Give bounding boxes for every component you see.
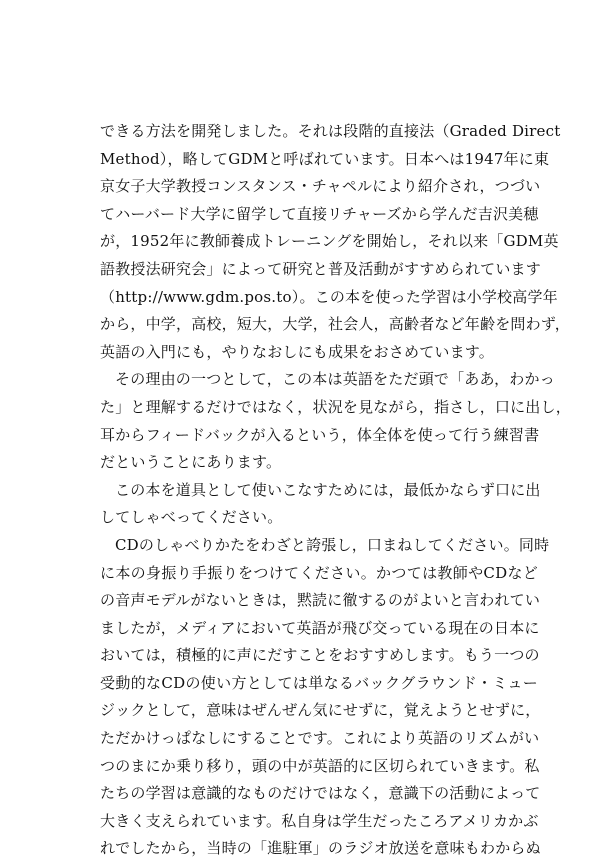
text-line: た」と理解するだけではなく，状況を見ながら，指さし，口に出し，	[100, 397, 571, 416]
text-line: 語教授法研究会」によって研究と普及活動がすすめられています	[100, 259, 541, 278]
text-line: 大きく支えられています。私自身は学生だったころアメリカかぶ	[100, 811, 539, 830]
text-line: が，1952年に教師養成トレーニングを開始し，それ以来「GDM英	[100, 232, 559, 251]
text-line: たちの学習は意識的なものだけではなく，意識下の活動によって	[100, 784, 541, 803]
text-line: この本を道具として使いこなすためには，最低かならず口に出	[115, 480, 541, 499]
text-line: してしゃべってください。	[100, 508, 283, 527]
document-page	[100, 118, 571, 863]
text-line: つのまにか乗り移り，頭の中が英語的に区切られていきます。私	[100, 756, 540, 775]
text-line: Method），略してGDMと呼ばれています。日本へは1947年に東	[100, 149, 550, 168]
text-line: ましたが，メディアにおいて英語が飛び交っている現在の日本に	[100, 618, 540, 637]
text-line: （http://www.gdm.pos.to）。この本を使った学習は小学校高学年	[100, 287, 558, 306]
text-line: れでしたから，当時の「進駐軍」のラジオ放送を意味もわからぬ	[100, 839, 541, 858]
text-line: ただかけっぱなしにすることです。これにより英語のリズムがい	[100, 729, 540, 748]
text-line: ジックとして，意味はぜんぜん気にせずに，覚えようとせずに，	[100, 701, 541, 720]
text-line: CDのしゃべりかたをわざと誇張し，口まねしてください。同時	[115, 535, 550, 554]
text-line: に本の身振り手振りをつけてください。かつては教師やCDなど	[100, 563, 538, 582]
text-line: 耳からフィードバックが入るという，体全体を使って行う練習書	[100, 425, 540, 444]
text-line: から，中学，高校，短大，大学，社会人，高齢者など年齢を問わず，	[100, 315, 571, 334]
text-line: だということにあります。	[100, 453, 282, 472]
text-line: おいては，積極的に声にだすことをおすすめします。もう一つの	[100, 646, 540, 665]
text-line: 受動的なCDの使い方としては単なるバックグラウンド・ミュー	[100, 673, 538, 692]
text-line: てハーバード大学に留学して直接リチャーズから学んだ吉沢美穂	[100, 204, 539, 223]
text-line: その理由の一つとして，この本は英語をただ頭で「ああ，わかっ	[115, 370, 555, 389]
text-line: 京女子大学教授コンスタンス・チャペルにより紹介され，つづい	[100, 177, 541, 196]
text-line: できる方法を開発しました。それは段階的直接法（Graded Direct	[100, 122, 561, 140]
text-line: 英語の入門にも，やりなおしにも成果をおさめています。	[100, 342, 495, 361]
text-line: の音声モデルがないときは，黙読に徹するのがよいと言われてい	[100, 591, 541, 610]
